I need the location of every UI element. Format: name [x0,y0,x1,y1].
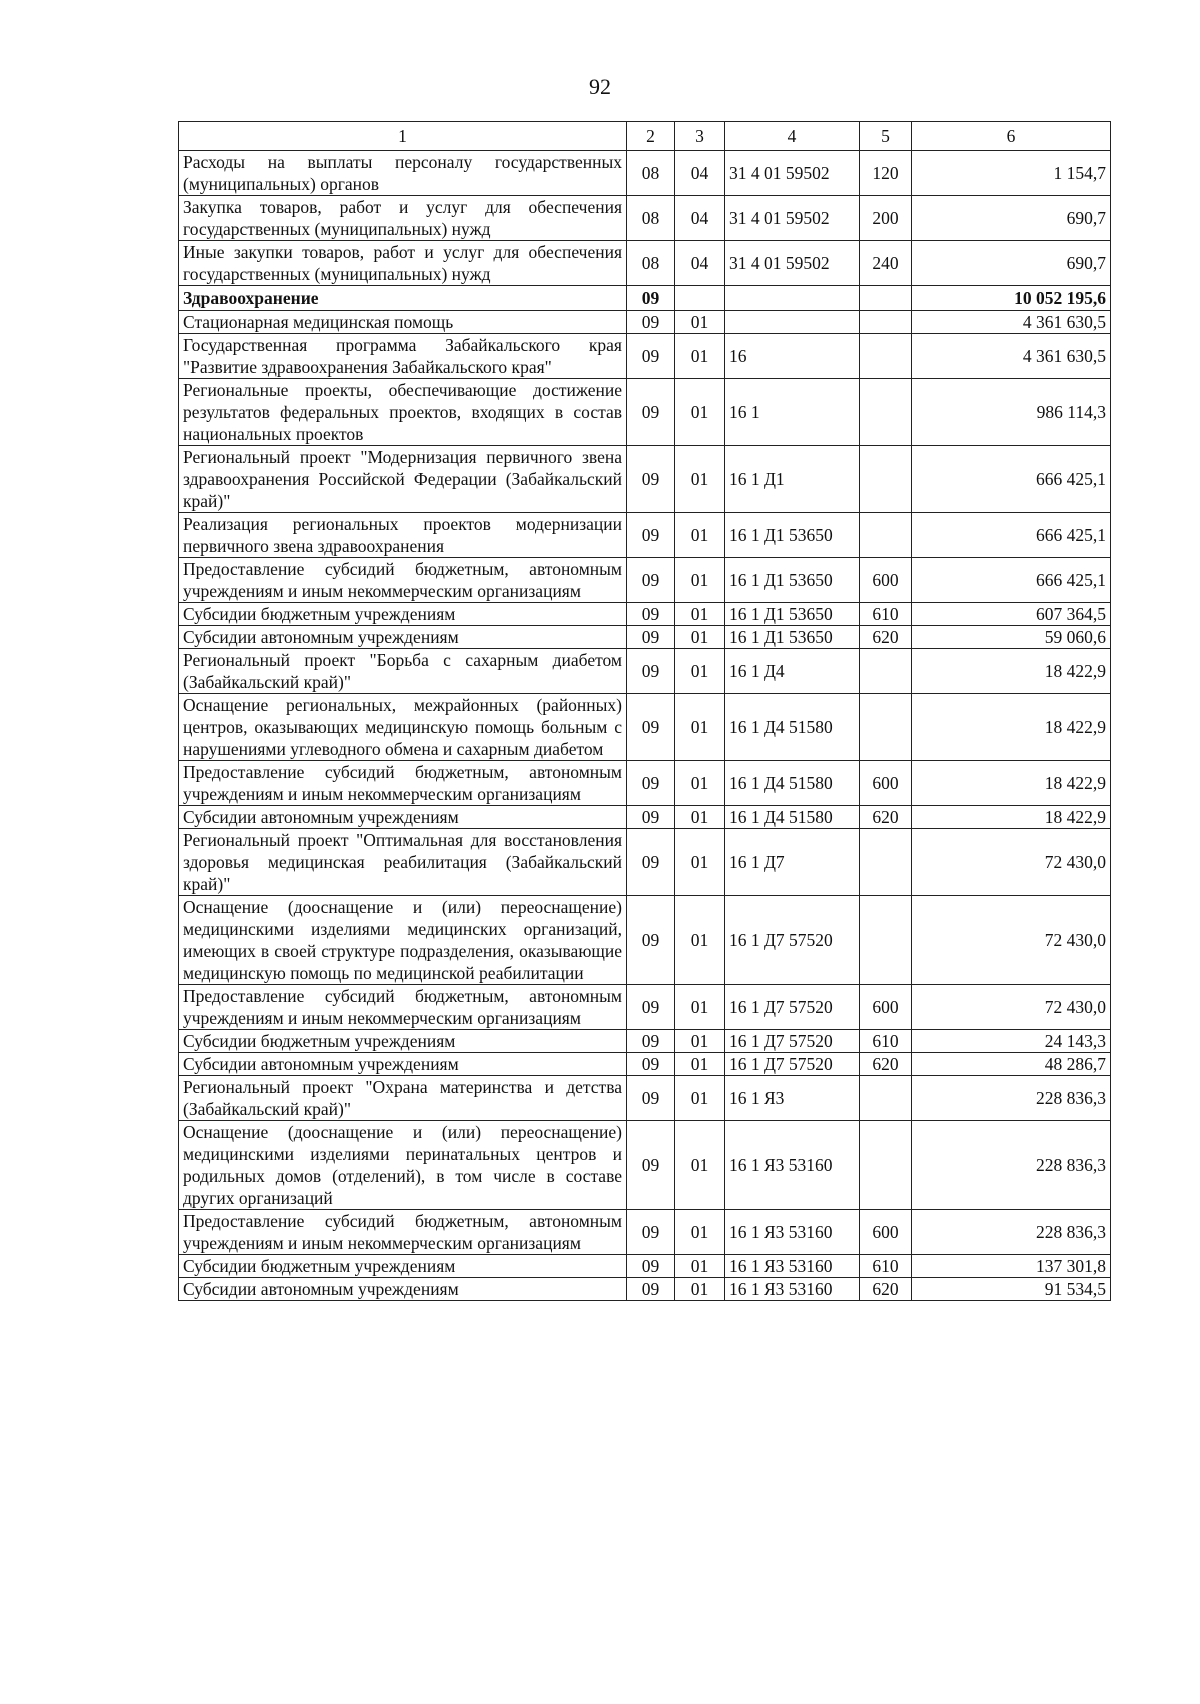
row-name: Субсидии бюджетным учреждениям [179,603,627,626]
row-amount: 4 361 630,5 [912,334,1111,379]
row-expense-type [860,334,912,379]
row-target-code: 16 1 Д1 53650 [725,603,860,626]
header-col-6: 6 [912,122,1111,151]
row-amount: 4 361 630,5 [912,311,1111,334]
header-col-4: 4 [725,122,860,151]
table-row [179,286,1111,311]
row-expense-type: 600 [860,761,912,806]
row-name: Субсидии бюджетным учреждениям [179,1255,627,1278]
row-target-code: 31 4 01 59502 [725,151,860,196]
row-target-code: 16 1 Я3 53160 [725,1210,860,1255]
row-expense-type [860,513,912,558]
row-amount: 24 143,3 [912,1030,1111,1053]
row-expense-type [860,1076,912,1121]
row-name: Субсидии автономным учреждениям [179,1053,627,1076]
row-name: Оснащение (дооснащение и (или) переоснащение) медицинскими изделиями медицинских организаций, имеющих в своей структуре подразделения, оказывающие медицинскую помощь по медицинской реабилитации [179,896,627,985]
row-target-code [725,311,860,334]
row-section: 09 [627,694,675,761]
row-section: 08 [627,196,675,241]
table-row [179,1121,1111,1210]
table-row [179,241,1111,286]
row-subsection: 01 [675,558,725,603]
table-row [179,1053,1111,1076]
row-section: 09 [627,1278,675,1301]
row-amount: 72 430,0 [912,896,1111,985]
row-subsection [675,286,725,311]
row-amount: 228 836,3 [912,1076,1111,1121]
row-section: 08 [627,151,675,196]
table-row [179,446,1111,513]
row-subsection: 01 [675,985,725,1030]
row-name: Региональный проект "Охрана материнства и детства (Забайкальский край)" [179,1076,627,1121]
row-target-code [725,286,860,311]
table-row [179,829,1111,896]
row-section: 09 [627,334,675,379]
row-expense-type: 600 [860,558,912,603]
row-subsection: 01 [675,334,725,379]
table-row [179,896,1111,985]
row-target-code: 16 1 [725,379,860,446]
row-amount: 228 836,3 [912,1121,1111,1210]
row-amount: 18 422,9 [912,761,1111,806]
row-expense-type [860,311,912,334]
row-section: 09 [627,985,675,1030]
row-section: 09 [627,761,675,806]
row-expense-type: 120 [860,151,912,196]
row-name: Здравоохранение [179,286,627,311]
row-subsection: 01 [675,311,725,334]
row-amount: 59 060,6 [912,626,1111,649]
row-section: 09 [627,1121,675,1210]
row-subsection: 01 [675,806,725,829]
row-amount: 10 052 195,6 [912,286,1111,311]
row-section: 09 [627,806,675,829]
row-name: Предоставление субсидий бюджетным, автономным учреждениям и иным некоммерческим организациям [179,1210,627,1255]
row-target-code: 16 1 Д7 57520 [725,1030,860,1053]
row-name: Субсидии автономным учреждениям [179,1278,627,1301]
row-target-code: 16 1 Д4 51580 [725,694,860,761]
row-target-code: 16 1 Д4 51580 [725,806,860,829]
row-subsection: 01 [675,896,725,985]
row-name: Предоставление субсидий бюджетным, автономным учреждениям и иным некоммерческим организациям [179,985,627,1030]
row-name: Региональные проекты, обеспечивающие достижение результатов федеральных проектов, входящих в состав национальных проектов [179,379,627,446]
row-expense-type: 600 [860,1210,912,1255]
row-target-code: 16 1 Я3 53160 [725,1121,860,1210]
row-target-code: 16 1 Д7 57520 [725,896,860,985]
row-target-code: 31 4 01 59502 [725,241,860,286]
table-row [179,985,1111,1030]
row-amount: 18 422,9 [912,806,1111,829]
row-expense-type [860,896,912,985]
row-amount: 72 430,0 [912,985,1111,1030]
row-section: 09 [627,379,675,446]
row-subsection: 01 [675,1030,725,1053]
page-number: 92 [589,74,611,99]
row-target-code: 16 1 Я3 53160 [725,1255,860,1278]
row-name: Региональный проект "Борьба с сахарным диабетом (Забайкальский край)" [179,649,627,694]
table-row [179,196,1111,241]
row-name: Субсидии бюджетным учреждениям [179,1030,627,1053]
row-expense-type: 620 [860,626,912,649]
row-amount: 228 836,3 [912,1210,1111,1255]
table-row [179,806,1111,829]
row-subsection: 01 [675,694,725,761]
row-target-code: 16 1 Д7 57520 [725,1053,860,1076]
row-subsection: 04 [675,241,725,286]
row-expense-type [860,446,912,513]
row-amount: 137 301,8 [912,1255,1111,1278]
budget-table [178,121,1111,1301]
row-expense-type [860,1121,912,1210]
row-name: Предоставление субсидий бюджетным, автономным учреждениям и иным некоммерческим организациям [179,558,627,603]
row-expense-type [860,286,912,311]
row-name: Оснащение (дооснащение и (или) переоснащение) медицинскими изделиями перинатальных центров и родильных домов (отделений), в том числе в составе других организаций [179,1121,627,1210]
row-target-code: 16 1 Д4 51580 [725,761,860,806]
row-target-code: 16 1 Я3 53160 [725,1278,860,1301]
table-row [179,649,1111,694]
row-amount: 18 422,9 [912,694,1111,761]
row-subsection: 04 [675,151,725,196]
row-section: 09 [627,446,675,513]
row-expense-type: 240 [860,241,912,286]
row-name: Реализация региональных проектов модернизации первичного звена здравоохранения [179,513,627,558]
row-subsection: 01 [675,446,725,513]
row-amount: 666 425,1 [912,558,1111,603]
table-row [179,694,1111,761]
table-row [179,1255,1111,1278]
row-subsection: 01 [675,626,725,649]
row-amount: 18 422,9 [912,649,1111,694]
row-name: Оснащение региональных, межрайонных (районных) центров, оказывающих медицинскую помощь больным с нарушениями углеводного обмена и сахарным диабетом [179,694,627,761]
table-row [179,626,1111,649]
header-row [179,122,1111,151]
row-expense-type: 620 [860,1278,912,1301]
row-name: Иные закупки товаров, работ и услуг для обеспечения государственных (муниципальных) нужд [179,241,627,286]
row-amount: 91 534,5 [912,1278,1111,1301]
table-row [179,558,1111,603]
row-expense-type: 610 [860,1255,912,1278]
row-expense-type: 610 [860,1030,912,1053]
row-target-code: 16 1 Д1 [725,446,860,513]
header-col-1: 1 [179,122,627,151]
row-name: Государственная программа Забайкальского края "Развитие здравоохранения Забайкальского края" [179,334,627,379]
row-subsection: 01 [675,603,725,626]
row-subsection: 01 [675,649,725,694]
row-section: 09 [627,1030,675,1053]
row-target-code: 16 1 Д7 [725,829,860,896]
table-row [179,761,1111,806]
row-section: 09 [627,626,675,649]
row-amount: 72 430,0 [912,829,1111,896]
table-row [179,513,1111,558]
row-target-code: 16 1 Д7 57520 [725,985,860,1030]
table-row [179,311,1111,334]
row-target-code: 16 1 Д4 [725,649,860,694]
row-subsection: 01 [675,761,725,806]
row-amount: 986 114,3 [912,379,1111,446]
row-section: 09 [627,896,675,985]
table-row [179,1076,1111,1121]
row-expense-type: 610 [860,603,912,626]
row-amount: 48 286,7 [912,1053,1111,1076]
row-subsection: 01 [675,1278,725,1301]
table-row [179,603,1111,626]
row-name: Субсидии автономным учреждениям [179,626,627,649]
row-subsection: 01 [675,1053,725,1076]
row-name: Региональный проект "Модернизация первичного звена здравоохранения Российской Федерации (Забайкальский край)" [179,446,627,513]
row-amount: 666 425,1 [912,513,1111,558]
row-target-code: 16 [725,334,860,379]
header-col-2: 2 [627,122,675,151]
row-section: 09 [627,1076,675,1121]
row-target-code: 16 1 Я3 [725,1076,860,1121]
row-section: 09 [627,286,675,311]
row-expense-type: 620 [860,806,912,829]
row-amount: 690,7 [912,196,1111,241]
row-name: Стационарная медицинская помощь [179,311,627,334]
row-subsection: 01 [675,513,725,558]
row-subsection: 01 [675,379,725,446]
row-section: 09 [627,1255,675,1278]
row-name: Предоставление субсидий бюджетным, автономным учреждениям и иным некоммерческим организациям [179,761,627,806]
table-row [179,1278,1111,1301]
row-expense-type [860,694,912,761]
row-expense-type [860,829,912,896]
row-section: 09 [627,558,675,603]
row-section: 09 [627,603,675,626]
header-col-5: 5 [860,122,912,151]
row-subsection: 01 [675,1076,725,1121]
table-row [179,379,1111,446]
table-row [179,334,1111,379]
row-subsection: 04 [675,196,725,241]
row-section: 08 [627,241,675,286]
row-name: Расходы на выплаты персоналу государственных (муниципальных) органов [179,151,627,196]
row-section: 09 [627,513,675,558]
row-section: 09 [627,1053,675,1076]
row-expense-type: 600 [860,985,912,1030]
row-section: 09 [627,311,675,334]
row-name: Региональный проект "Оптимальная для восстановления здоровья медицинская реабилитация (Забайкальский край)" [179,829,627,896]
row-expense-type [860,649,912,694]
row-target-code: 16 1 Д1 53650 [725,558,860,603]
table-row [179,1030,1111,1053]
row-amount: 690,7 [912,241,1111,286]
row-section: 09 [627,649,675,694]
header-col-3: 3 [675,122,725,151]
row-amount: 607 364,5 [912,603,1111,626]
row-expense-type: 620 [860,1053,912,1076]
row-subsection: 01 [675,1255,725,1278]
row-expense-type [860,379,912,446]
row-subsection: 01 [675,829,725,896]
row-target-code: 31 4 01 59502 [725,196,860,241]
row-name: Субсидии автономным учреждениям [179,806,627,829]
row-section: 09 [627,829,675,896]
table-row [179,1210,1111,1255]
row-target-code: 16 1 Д1 53650 [725,513,860,558]
row-amount: 666 425,1 [912,446,1111,513]
table-row [179,151,1111,196]
row-subsection: 01 [675,1210,725,1255]
row-target-code: 16 1 Д1 53650 [725,626,860,649]
row-subsection: 01 [675,1121,725,1210]
row-name: Закупка товаров, работ и услуг для обеспечения государственных (муниципальных) нужд [179,196,627,241]
row-expense-type: 200 [860,196,912,241]
row-section: 09 [627,1210,675,1255]
row-amount: 1 154,7 [912,151,1111,196]
